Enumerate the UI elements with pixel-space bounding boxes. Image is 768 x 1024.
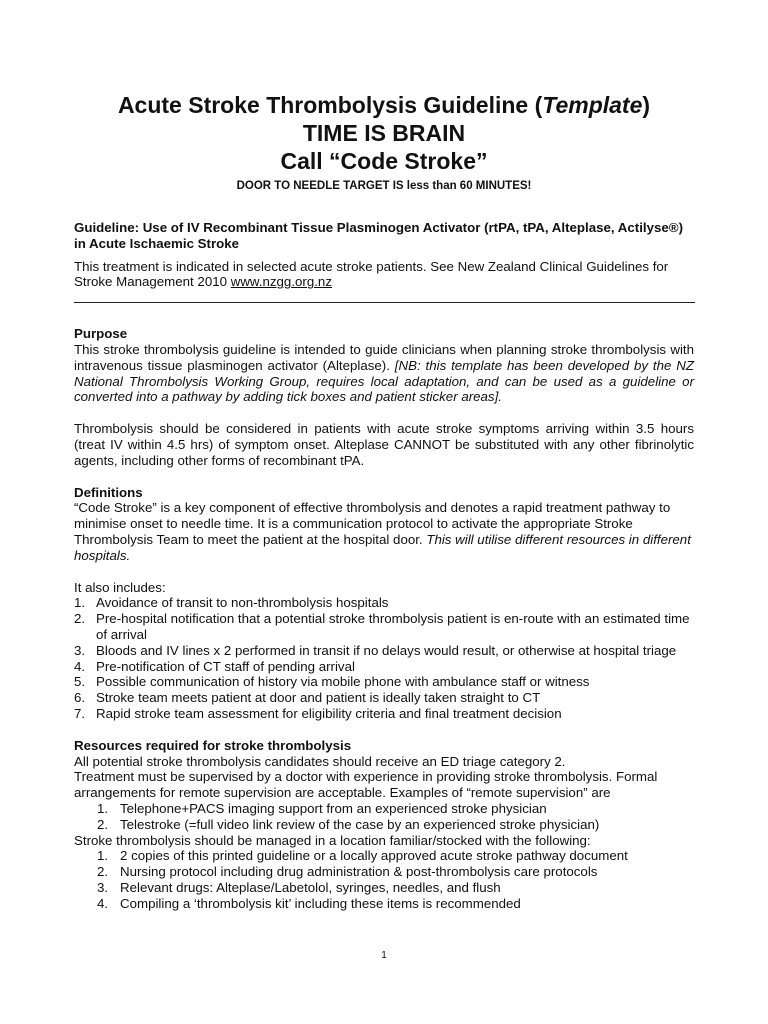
purpose-heading: Purpose xyxy=(74,326,128,342)
list-item: 1. 2 copies of this printed guideline or a locally approved acute stroke pathway document xyxy=(97,848,628,864)
guideline-text-body: This treatment is indicated in selected acute stroke patients. See New Zealand Clinical Guidelines for Stroke Management 2010 xyxy=(74,258,669,290)
list-item: 2. Nursing protocol including drug administration & post-thrombolysis care protocols xyxy=(97,864,598,880)
also-includes-label: It also includes: xyxy=(74,579,166,595)
purpose-note: [NB: this template has been developed by the NZ National Thrombolysis Working Group, requires local adaptation, and can be used as a guideline or converted into a pathway by adding tick boxes and patient sticker areas]. xyxy=(74,357,694,405)
time-is-brain-heading: TIME IS BRAIN xyxy=(302,120,466,146)
list-item: 7. Rapid stroke team assessment for eligibility criteria and final treatment decision xyxy=(74,705,562,721)
list-item: 2. Pre-hospital notification that a potential stroke thrombolysis patient is en-route with an estimated time of arrival xyxy=(74,611,690,642)
list-item: 4. Compiling a ‘thrombolysis kit’ including these items is recommended xyxy=(97,895,521,911)
guideline-heading: Guideline: Use of IV Recombinant Tissue Plasminogen Activator (rtPA, tPA, Alteplase, Actilyse®) in Acute Ischaemic Stroke xyxy=(74,220,684,251)
triage-text: All potential stroke thrombolysis candidates should receive an ED triage category 2. xyxy=(74,753,566,769)
list-item: 3. Relevant drugs: Alteplase/Labetolol, syringes, needles, and flush xyxy=(97,879,501,895)
list-item: 2. Telestroke (=full video link review of the case by an experienced stroke physician) xyxy=(97,816,600,832)
page-number: 1 xyxy=(381,950,387,961)
location-text: Stroke thrombolysis should be managed in a location familiar/stocked with the following: xyxy=(74,832,591,848)
purpose-text: This stroke thrombolysis guideline is intended to guide clinicians when planning stroke thrombolysis with intravenous tissue plasminogen activator (Alteplase). xyxy=(74,341,694,373)
door-to-needle-target: DOOR TO NEEDLE TARGET IS less than 60 MINUTES! xyxy=(236,180,532,192)
document-body xyxy=(74,220,694,911)
nzgg-link[interactable]: www.nzgg.org.nz xyxy=(230,274,332,290)
title-prefix: Acute Stroke Thrombolysis Guideline ( xyxy=(117,92,543,118)
title-italic: Template xyxy=(542,92,643,118)
definitions-text: “Code Stroke” is a key component of effective thrombolysis and denotes a rapid treatment pathway to minimise onset to needle time. It is a communication protocol to activate the appropriate Stroke Thrombolysis Team to meet the patient at the hospital door. xyxy=(74,500,671,547)
list-item: 1. Telephone+PACS imaging support from an experienced stroke physician xyxy=(97,800,547,816)
code-stroke-heading: Call “Code Stroke” xyxy=(280,148,488,174)
resources-heading: Resources required for stroke thrombolysis xyxy=(74,737,352,753)
purpose-paragraph xyxy=(74,342,694,405)
list-item: 5. Possible communication of history via mobile phone with ambulance staff or witness xyxy=(74,674,590,690)
list-item: 6. Stroke team meets patient at door and patient is ideally taken straight to CT xyxy=(74,690,541,706)
list-item: 1. Avoidance of transit to non-thrombolysis hospitals xyxy=(74,595,389,611)
definitions-italic: This will utilise different resources in different hospitals. xyxy=(74,531,691,563)
location-list xyxy=(74,848,694,911)
list-item: 4. Pre-notification of CT staff of pending arrival xyxy=(74,658,355,674)
definitions-heading: Definitions xyxy=(74,484,143,500)
supervision-text: Treatment must be supervised by a doctor with experience in providing stroke thrombolysis. Formal arrangements for remote supervision are acceptable. Examples of “remote supervision” are xyxy=(74,769,658,801)
remote-supervision-list xyxy=(74,801,694,833)
list-item: 3. Bloods and IV lines x 2 performed in transit if no delays would result, or otherwise at hospital triage xyxy=(74,642,677,658)
thrombolysis-window-paragraph: Thrombolysis should be considered in patients with acute stroke symptoms arriving within 3.5 hours (treat IV within 4.5 hrs) of symptom onset. Alteplase CANNOT be substituted with any other fibrinolytic agents, including other forms of recombinant tPA. xyxy=(74,421,694,468)
code-stroke-list xyxy=(74,595,694,721)
title-suffix: ) xyxy=(642,92,651,118)
document-title xyxy=(0,92,768,119)
guideline-text xyxy=(74,259,694,291)
title-block xyxy=(0,92,768,193)
definitions-paragraph xyxy=(74,500,694,563)
